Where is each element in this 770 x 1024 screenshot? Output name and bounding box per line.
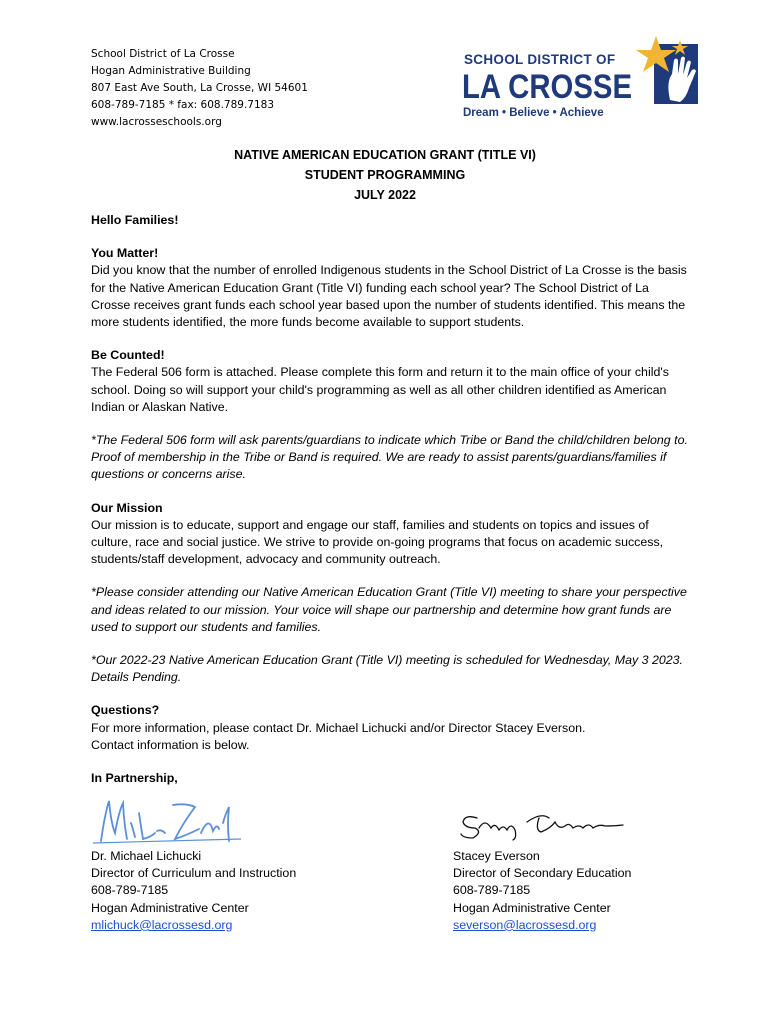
heading-be-counted: Be Counted! <box>91 348 165 363</box>
contact-office: Hogan Administrative Center <box>453 900 611 915</box>
logo-main-text: LA CROSSE <box>462 68 632 106</box>
note-meeting-date: *Our 2022-23 Native American Education Grant (Title VI) meeting is scheduled for Wednesday, May 3 2023. Details Pending. <box>91 653 683 685</box>
section-mission <box>91 500 691 569</box>
heading-mission: Our Mission <box>91 500 163 515</box>
contact-name: Stacey Everson <box>453 849 540 863</box>
contact-email-link[interactable]: mlichuck@lacrossesd.org <box>91 917 233 932</box>
contact-office: Hogan Administrative Center <box>91 900 249 915</box>
title-line-2: STUDENT PROGRAMMING <box>304 168 466 182</box>
letterhead-building: Hogan Administrative Building <box>91 65 251 77</box>
contact-card-lichucki <box>91 848 296 934</box>
title-line-3: JULY 2022 <box>354 188 416 202</box>
paragraph-be-counted: The Federal 506 form is attached. Please complete this form and return it to the main office of your child's school. Doing so will support your child's programming as well as all other children identified as American Indian or Alaskan Native. <box>91 365 669 414</box>
contact-title: Director of Secondary Education <box>453 866 632 881</box>
closing: In Partnership, <box>91 771 178 786</box>
letterhead-phone-fax: 608-789-7185 * fax: 608.789.7183 <box>91 99 275 111</box>
letterhead-website: www.lacrosseschools.org <box>91 116 222 128</box>
contact-phone: 608-789-7185 <box>453 883 531 898</box>
contact-phone: 608-789-7185 <box>91 883 169 898</box>
questions-line-1: For more information, please contact Dr. Michael Lichucki and/or Director Stacey Everson. <box>91 720 586 735</box>
paragraph-you-matter: Did you know that the number of enrolled Indigenous students in the School District of La Crosse is the basis for the Native American Education Grant (Title VI) funding each school year? The School District of La Crosse receives grant funds each school year based upon the number of students identified. This means the more students identified, the more funds become available to support students. <box>91 263 687 330</box>
letterhead-org: School District of La Crosse <box>91 48 235 60</box>
signature-everson <box>455 808 635 842</box>
note-506-form: *The Federal 506 form will ask parents/guardians to indicate which Tribe or Band the child/children belong to. Proof of membership in the Tribe or Band is required. We are ready to assist parents/guardians/families if questions or concerns arise. <box>91 433 688 482</box>
contact-email-link[interactable]: severson@lacrossesd.org <box>453 917 597 932</box>
document-title <box>0 145 770 205</box>
title-line-1: NATIVE AMERICAN EDUCATION GRANT (TITLE VI) <box>234 148 536 162</box>
note-meeting-invite: *Please consider attending our Native American Education Grant (Title VI) meeting to share your perspective and ideas related to our mission. Your voice will shape our partnership and determine how grant funds are used to support our students and families. <box>91 585 687 634</box>
logo-top-text: SCHOOL DISTRICT OF <box>464 52 616 67</box>
heading-you-matter: You Matter! <box>91 246 159 261</box>
signature-lichucki <box>91 793 241 851</box>
contact-title: Director of Curriculum and Instruction <box>91 866 297 881</box>
logo-tagline: Dream • Believe • Achieve <box>463 107 604 119</box>
section-be-counted <box>91 347 691 416</box>
greeting: Hello Families! <box>91 213 179 227</box>
heading-questions: Questions? <box>91 703 160 718</box>
star-hand-icon <box>636 36 698 104</box>
letterhead-street: 807 East Ave South, La Crosse, WI 54601 <box>91 82 308 94</box>
section-you-matter <box>91 245 691 331</box>
district-logo <box>458 30 703 122</box>
contact-card-everson <box>453 848 631 934</box>
contact-name: Dr. Michael Lichucki <box>91 849 202 863</box>
questions-line-2: Contact information is below. <box>91 737 250 752</box>
paragraph-mission: Our mission is to educate, support and engage our staff, families and students on topics and issues of culture, race and social justice. We strive to provide on-going programs that focus on academic success, students/staff development, advocacy and community outreach. <box>91 517 664 567</box>
section-questions <box>91 702 691 754</box>
letterhead-address <box>91 46 308 131</box>
letter-body <box>91 212 691 803</box>
